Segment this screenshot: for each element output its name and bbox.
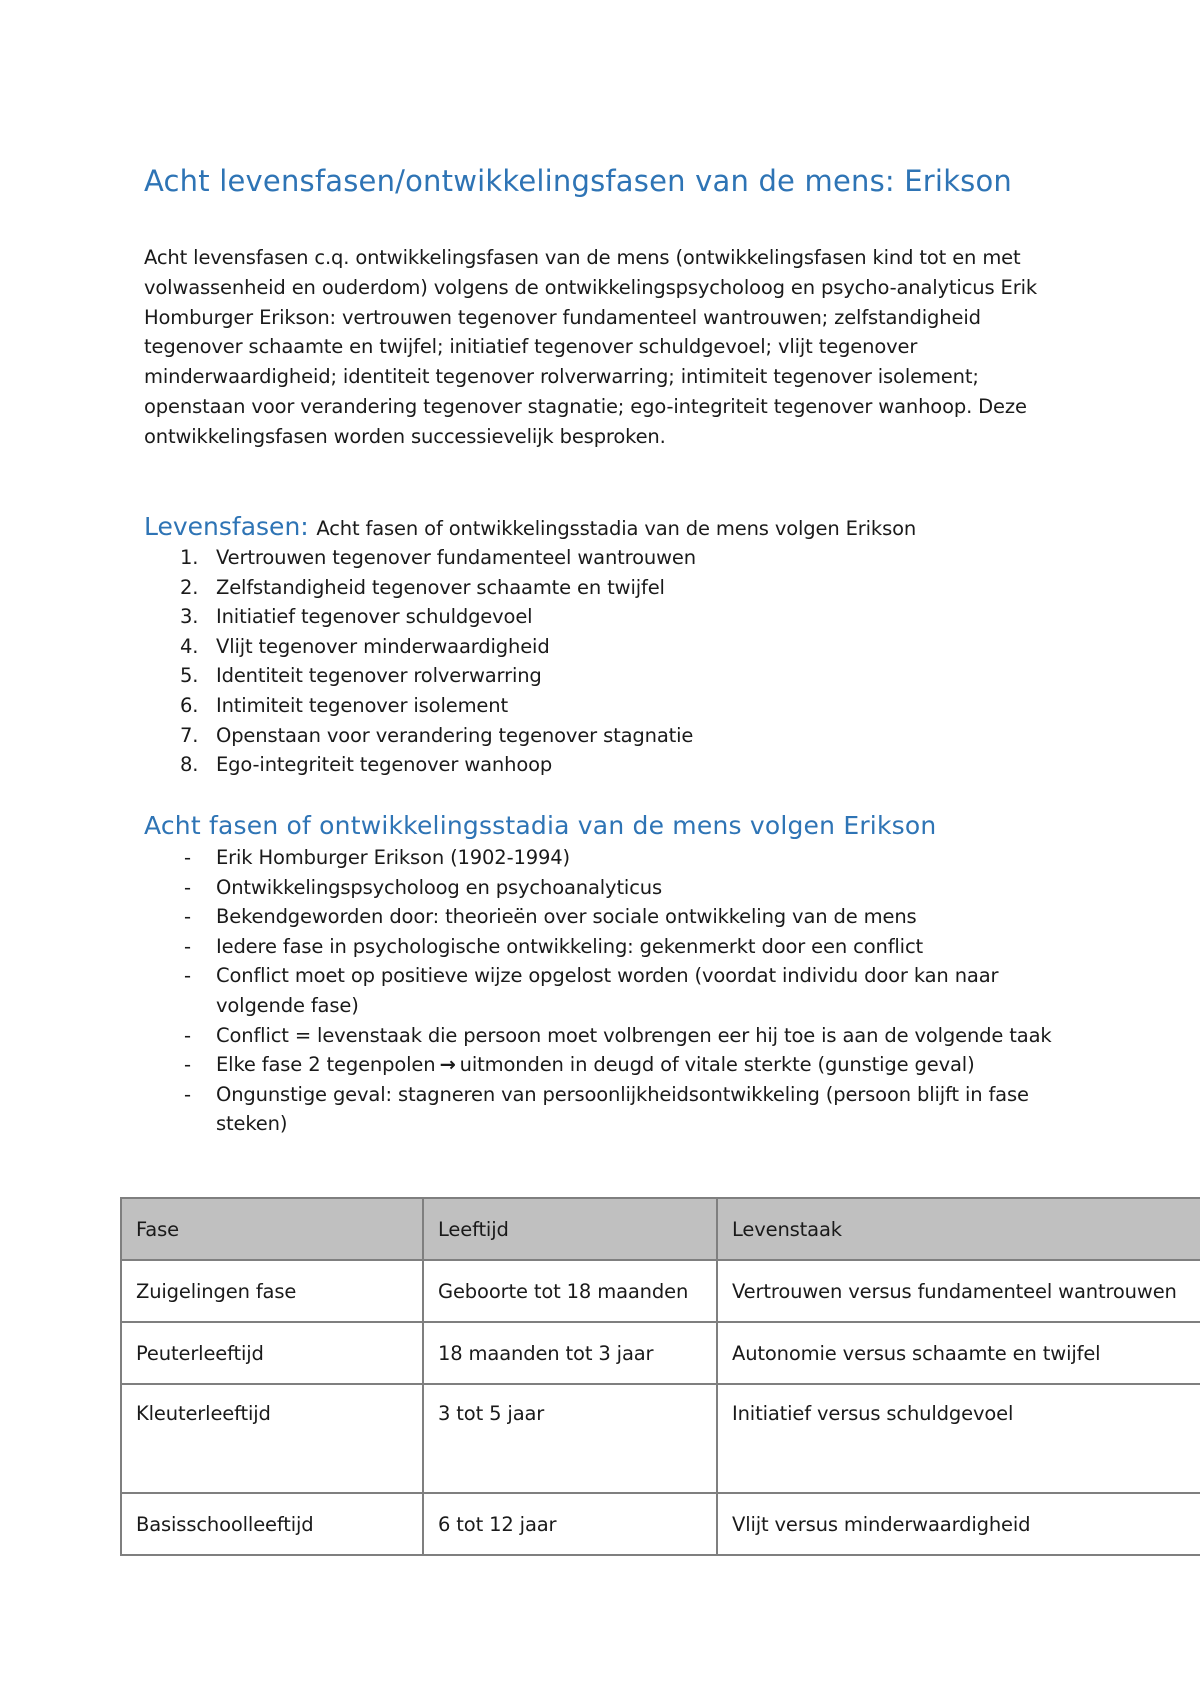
list-item-number: 6.	[180, 693, 199, 717]
list-item-text: Iedere fase in psychologische ontwikkeling: gekenmerkt door een conflict	[216, 934, 924, 958]
table-cell: Autonomie versus schaamte en twijfel	[717, 1322, 1200, 1384]
list-item-text: Ontwikkelingspsycholoog en psychoanalyticus	[216, 875, 662, 899]
header-cell-leeftijd: Leeftijd	[423, 1198, 717, 1260]
table-cell: Basisschoolleeftijd	[121, 1493, 423, 1555]
list-item-text: Zelfstandigheid tegenover schaamte en twijfel	[216, 575, 665, 599]
list-item-text: Initiatief tegenover schuldgevoel	[216, 605, 533, 629]
list-item-text: Vlijt tegenover minderwaardigheid	[216, 634, 550, 658]
list-item-text: Elke fase 2 tegenpolen	[216, 1053, 436, 1077]
list-item	[144, 691, 696, 721]
arrow-right-icon: →	[439, 1053, 456, 1077]
list-item-text: Ego-integriteit tegenover wanhoop	[216, 753, 553, 777]
dash-bullet: -	[184, 875, 191, 899]
phase-table	[120, 1197, 1200, 1556]
list-item	[144, 573, 696, 603]
dash-bullet: -	[184, 934, 191, 958]
list-item-text: Conflict = levenstaak die persoon moet volbrengen eer hij toe is aan de volgende taak	[216, 1023, 1052, 1047]
list-item	[144, 632, 696, 662]
list-item-text: Conflict moet op positieve wijze opgelost worden (voordat individu door kan naar volgende fase)	[216, 964, 999, 1017]
list-item-number: 8.	[180, 753, 199, 777]
table-cell: Kleuterleeftijd	[121, 1384, 423, 1493]
header-cell-fase: Fase	[121, 1198, 423, 1260]
table-cell: Zuigelingen fase	[121, 1260, 423, 1322]
list-item	[144, 721, 696, 751]
table-row	[121, 1384, 1200, 1493]
table-row	[121, 1322, 1200, 1384]
table-cell: Peuterleeftijd	[121, 1322, 423, 1384]
list-item-number: 5.	[180, 664, 199, 688]
list-item	[144, 873, 1074, 903]
list-item-text: Bekendgeworden door: theorieën over sociale ontwikkeling van de mens	[216, 905, 917, 929]
table-cell: 18 maanden tot 3 jaar	[423, 1322, 717, 1384]
dash-bullet: -	[184, 905, 191, 929]
list-item-text: Ongunstige geval: stagneren van persoonlijkheidsontwikkeling (persoon blijft in fase steken)	[216, 1082, 1029, 1136]
list-item	[144, 1050, 1074, 1080]
list-item	[144, 602, 696, 632]
list-item	[144, 843, 1074, 873]
dash-bullet: -	[184, 964, 191, 988]
table-row	[121, 1260, 1200, 1322]
table-header-row	[121, 1198, 1200, 1260]
list-item-number: 3.	[180, 605, 199, 629]
stadia-list	[144, 843, 1074, 1139]
levensfasen-heading	[144, 512, 916, 541]
list-item-text: Erik Homburger Erikson (1902-1994)	[216, 846, 570, 869]
list-item	[144, 961, 1074, 1020]
list-item-text: Openstaan voor verandering tegenover stagnatie	[216, 723, 694, 747]
dash-bullet: -	[184, 1053, 191, 1077]
levensfasen-list	[144, 543, 696, 780]
document-title: Acht levensfasen/ontwikkelingsfasen van de mens: Erikson	[144, 164, 1013, 198]
list-item	[144, 902, 1074, 932]
list-item-text: Identiteit tegenover rolverwarring	[216, 664, 542, 688]
list-item	[144, 661, 696, 691]
list-item	[144, 1080, 1074, 1139]
dash-bullet: -	[184, 1023, 191, 1047]
dash-bullet: -	[184, 846, 191, 869]
table-cell: Vlijt versus minderwaardigheid	[717, 1493, 1200, 1555]
table-row	[121, 1493, 1200, 1555]
levensfasen-label: Levensfasen:	[144, 512, 309, 541]
intro-paragraph: Acht levensfasen c.q. ontwikkelingsfasen van de mens (ontwikkelingsfasen kind tot en met volwassenheid en ouderdom) volgens de ontwikkelingspsycholoog en psycho-analyticus Erik Homburger Erikson: vertrouwen tegenover fundamenteel wantrouwen; zelfstandigheid tegenover schaamte en twijfel; initiatief tegenover schuldgevoel; vlijt tegenover minderwaardigheid; identiteit tegenover rolverwarring; intimiteit tegenover isolement; openstaan voor verandering tegenover stagnatie; ego-integriteit tegenover wanhoop. Deze ontwikkelingsfasen worden successievelijk besproken.	[144, 246, 1037, 448]
levensfasen-subtitle: Acht fasen of ontwikkelingsstadia van de mens volgen Erikson	[316, 517, 917, 540]
list-item-text: Intimiteit tegenover isolement	[216, 693, 508, 717]
list-item-number: 2.	[180, 575, 199, 599]
list-item-text: Vertrouwen tegenover fundamenteel wantrouwen	[216, 546, 696, 569]
list-item	[144, 750, 696, 780]
list-item-number: 4.	[180, 634, 199, 658]
header-cell-levenstaak: Levenstaak	[717, 1198, 1200, 1260]
dash-bullet: -	[184, 1082, 191, 1106]
table-cell: 6 tot 12 jaar	[423, 1493, 717, 1555]
list-item	[144, 1021, 1074, 1051]
table-cell: 3 tot 5 jaar	[423, 1384, 717, 1493]
list-item-text: uitmonden in deugd of vitale sterkte (gunstige geval)	[459, 1053, 975, 1077]
table-cell: Vertrouwen versus fundamenteel wantrouwen	[717, 1260, 1200, 1322]
list-item-number: 1.	[180, 546, 199, 569]
list-item	[144, 543, 696, 573]
list-item-number: 7.	[180, 723, 199, 747]
table-cell: Geboorte tot 18 maanden	[423, 1260, 717, 1322]
stadia-heading: Acht fasen of ontwikkelingsstadia van de mens volgen Erikson	[144, 811, 937, 840]
table-cell: Initiatief versus schuldgevoel	[717, 1384, 1200, 1493]
list-item	[144, 932, 1074, 962]
